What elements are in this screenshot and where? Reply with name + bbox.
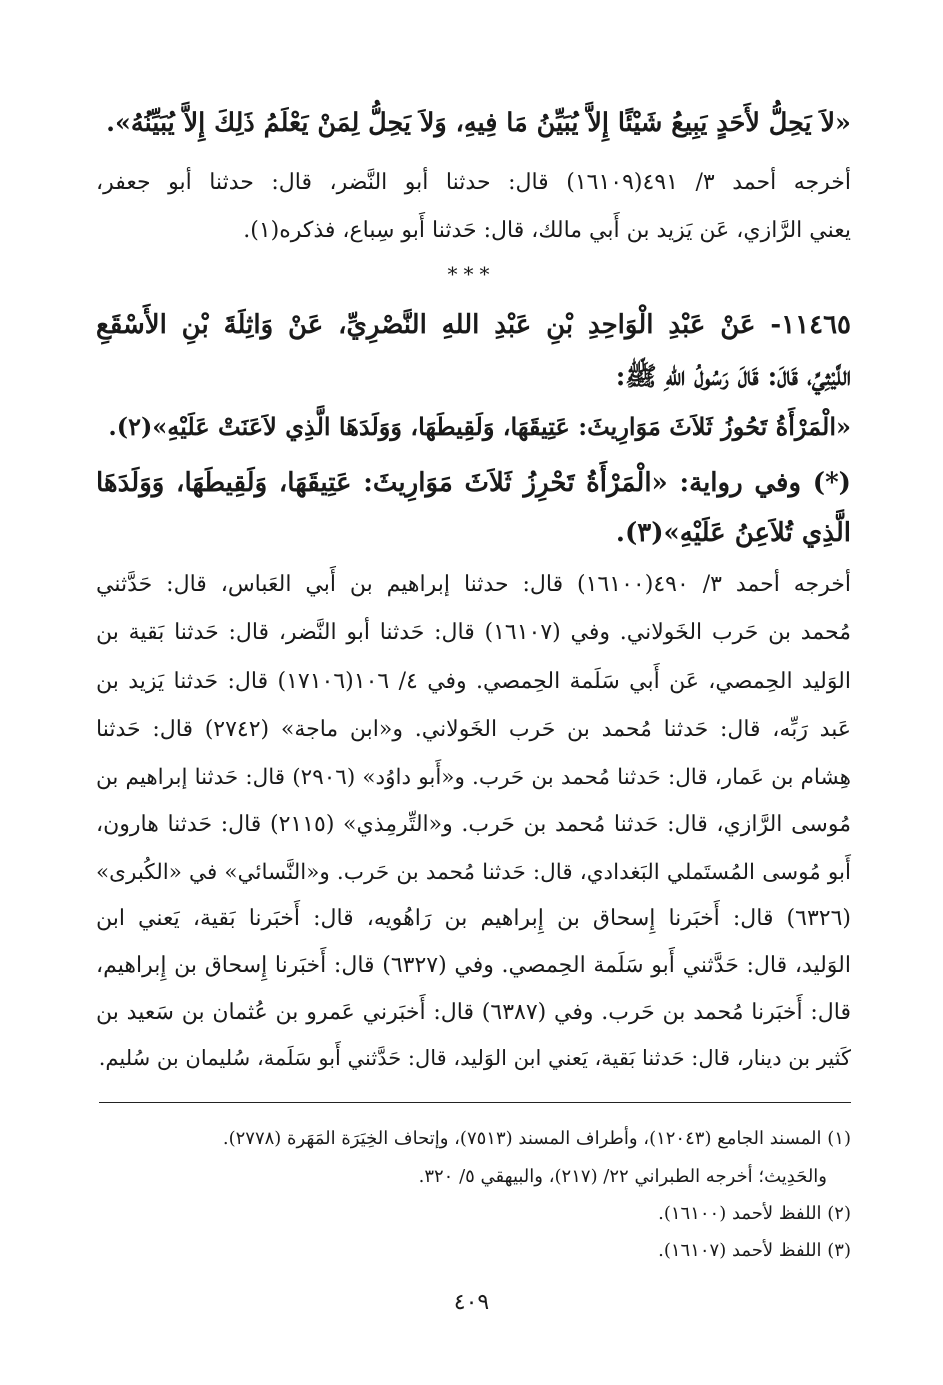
takhrij-line: عَبد رَبِّه، قال: حَدثنا مُحمد بن حَرب الخَولاني. و«ابن ماجة» (٢٧٤٢) قال: حَدثنا [96,717,851,742]
section-separator: *** [447,262,496,286]
takhrij-line: هِشام بن عَمار، قال: حَدثنا مُحمد بن حَرب. و«أَبو داوُد» (٢٩٠٦) قال: حَدثنا إبراهيم بن [96,765,851,790]
takhrij-line: الوَليد، قال: حَدَّثني أَبو سَلَمة الحِمصي. وفي (٦٣٢٧) قال: أَخبَرنا إِسحاق بن إِبراهيم، [96,953,851,978]
footnote: (٣) اللفظ لأحمد (١٦١٠٧). [658,1240,851,1261]
hadith-text-line: «الْمَرْأَةُ تَحُوزُ ثَلاَثَ مَوَارِيثَ: عَتِيقَهَا، وَلَقِيطَهَا، وَوَلَدَهَا الَّذِي لاَعَنَتْ عَلَيْهِ»(٢). [108,412,851,441]
takhrij-line: مُحمد بن حَرب الخَولاني. وفي (١٦١٠٧) قال: حَدثنا أبو النَّضر، قال: حَدثنا بَقية بن [96,620,851,645]
footnote: (٢) اللفظ لأحمد (١٦١٠٠). [658,1203,851,1224]
takhrij-line: مُوسى الرَّازي، قال: حَدثنا مُحمد بن حَرب. و«التِّرمِذي» (٢١١٥) قال: حَدثنا هارون، [96,812,851,837]
page-number: ٤٠٩ [453,1290,490,1315]
riwaya-line: الَّذِي تُلاَعِنُ عَلَيْهِ»(٣). [615,518,851,548]
footnote-divider [99,1102,851,1103]
footnote: والحَدِيث؛ أخرجه الطبراني ٢٢/ (٢١٧)، والبيهقي ٥/ ٣٢٠. [418,1166,827,1187]
footnote: (١) المسند الجامع (١٢٠٤٣)، وأطراف المسند (٧٥١٣)، وإتحاف الخِيَرَة المَهَرة (٢٧٧٨). [222,1128,851,1149]
hadith-text-line: «لاَ يَحِلُّ لأَحَدٍ يَبِيعُ شَيْئًا إِلاَّ يُبَيِّنُ مَا فِيهِ، وَلاَ يَحِلُّ لِمَنْ يَعْلَمُ ذَلِكَ إِلاَّ يُبَيِّنُهُ». [106,108,851,138]
takhrij-line: أخرجه أحمد ٣/ ٤٩١(١٦١٠٩) قال: حدثنا أبو النَّضر، قال: حدثنا أبو جعفر، [96,170,852,195]
takhrij-line: قال: أَخبَرنا مُحمد بن حَرب. وفي (٦٣٨٧) قال: أَخبَرني عَمرو بن عُثمان بن سَعيد بن [96,1000,852,1025]
riwaya-line: (*) وفي رواية: «الْمَرْأَةُ تَحْرِزُ ثَلاَثَ مَوَارِيثَ: عَتِيقَهَا، وَلَقِيطَهَا، وَوَلَدَهَا [96,468,851,498]
takhrij-line: أخرجه أحمد ٣/ ٤٩٠(١٦١٠٠) قال: حدثنا إبراهيم بن أَبي العَباس، قال: حَدَّثني [96,572,852,597]
takhrij-line: (٦٣٢٦) قال: أَخبَرنا إِسحاق بن إِبراهيم بن رَاهُويه، قال: أَخبَرنا بَقية، يَعني ابن [96,906,851,931]
takhrij-line: كَثير بن دينار، قال: حَدثنا بَقية، يَعني ابن الوَليد، قال: حَدَّثني أَبو سَلَمة، سُليمان بن سُليم. [98,1046,851,1070]
takhrij-line: أَبو مُوسى المُستَملي البَغدادي، قال: حَدثنا مُحمد بن حَرب. و«النَّسائي» في «الكُبرى» [96,860,851,885]
takhrij-line: يعني الرَّازي، عَن يَزيد بن أَبي مالك، قال: حَدثنا أَبو سِباع، فذكره(١). [243,218,851,243]
hadith-chain-line: اللَّيْثِيِّ، قَالَ: قَالَ رَسُولُ اللهِ ﷺ: [615,362,851,392]
takhrij-line: الوَليد الحِمصي، عَن أَبي سَلَمة الحِمصي. وفي ٤/ ١٠٦(١٧١٠٦) قال: حَدثنا يَزيد بن [96,669,851,694]
hadith-chain-line: ١١٤٦٥- عَنْ عَبْدِ الْوَاحِدِ بْنِ عَبْدِ اللهِ النَّصْرِيِّ، عَنْ وَاثِلَةَ بْنِ الأَسْقَعِ [96,310,851,340]
